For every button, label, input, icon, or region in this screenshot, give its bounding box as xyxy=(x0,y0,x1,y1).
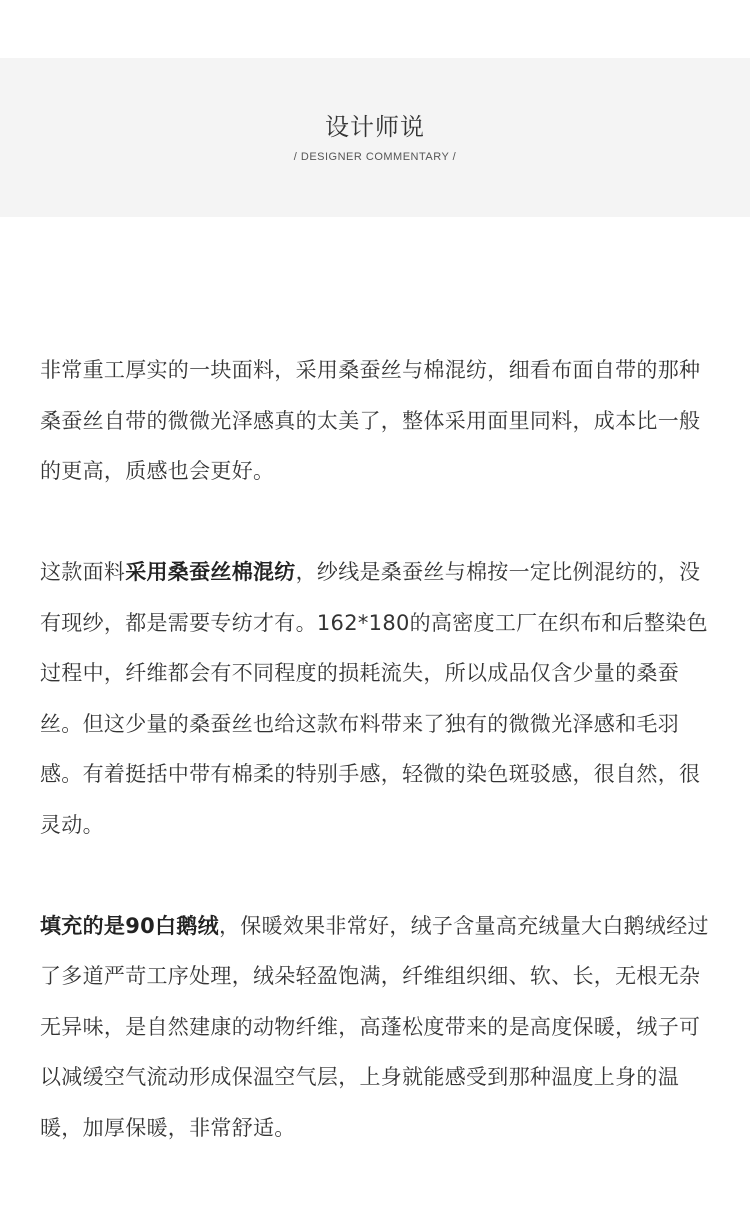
paragraph-fabric-overview xyxy=(40,345,712,497)
paragraph-text: 非常重工厚实的一块面料，采用桑蚕丝与棉混纺，细看布面自带的那种桑蚕丝自带的微微光泽感真的太美了，整体采用面里同料，成本比一般的更高，质感也会更好。 xyxy=(40,358,701,483)
section-title: 设计师说 xyxy=(325,113,425,141)
paragraph-lead: 这款面料 xyxy=(40,560,126,584)
section-subtitle: / DESIGNER COMMENTARY / xyxy=(293,151,457,163)
paragraph-down-filling xyxy=(40,901,712,1154)
paragraph-text: ，纱线是桑蚕丝与棉按一定比例混纺的，没有现纱，都是需要专纺才有。162*180的高密度工厂在织布和后整染色过程中，纤维都会有不同程度的损耗流失，所以成品仅含少量的桑蚕丝。但这少量的桑蚕丝也给这款布料带来了独有的微微光泽感和毛羽感。有着挺括中带有棉柔的特别手感，轻微的染色斑驳感，很自然，很灵动。 xyxy=(40,560,708,837)
paragraph-highlight: 填充的是90白鹅绒 xyxy=(40,913,219,938)
designer-commentary-body xyxy=(40,345,712,1153)
paragraph-text: ，保暖效果非常好，绒子含量高充绒量大白鹅绒经过了多道严苛工序处理，绒朵轻盈饱满，纤维组织细、软、长，无根无杂无异味，是自然建康的动物纤维，高蓬松度带来的是高度保暖，绒子可以减缓空气流动形成保温空气层，上身就能感受到那种温度上身的温暖，加厚保暖，非常舒适。 xyxy=(40,913,709,1140)
paragraph-fabric-blend xyxy=(40,547,712,850)
paragraph-highlight: 采用桑蚕丝棉混纺 xyxy=(125,560,296,584)
